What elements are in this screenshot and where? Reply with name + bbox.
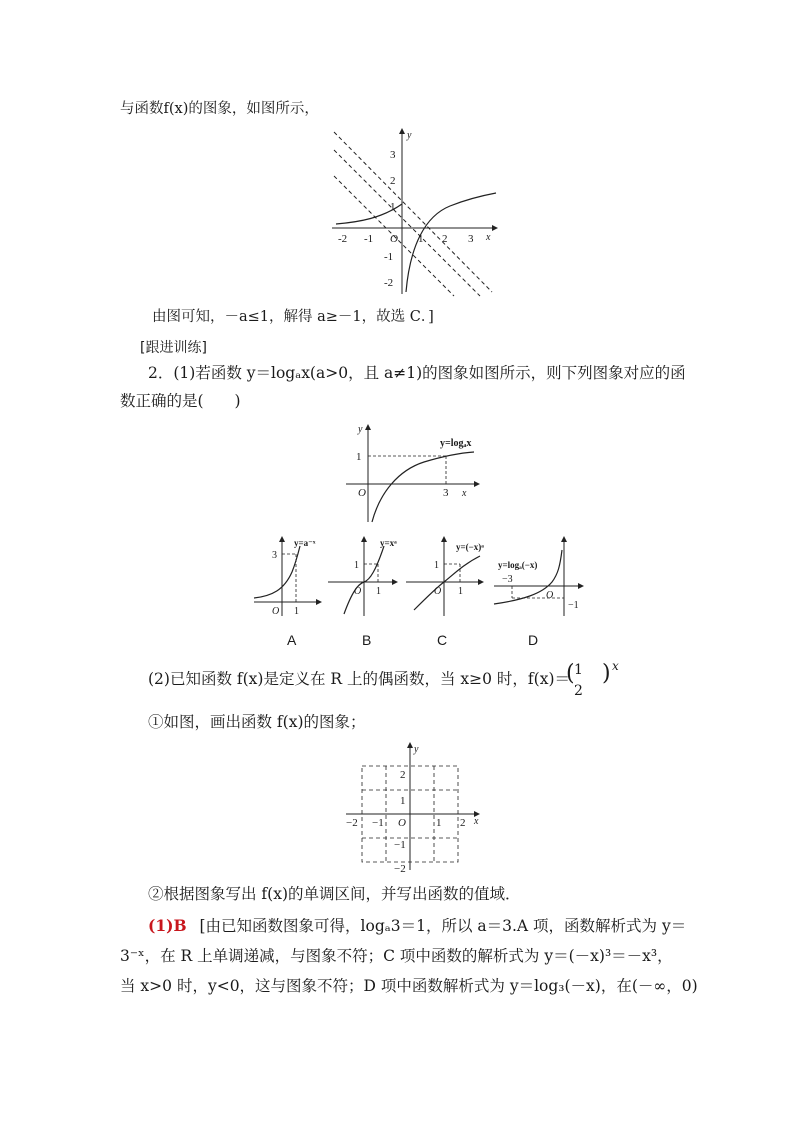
y-tick-neg2: −2: [394, 863, 406, 874]
option-a-tick-x: 1: [294, 606, 299, 617]
x-tick-1: 1: [418, 233, 424, 245]
x-tick-3: 3: [443, 487, 449, 499]
x-tick-2: 2: [460, 817, 466, 829]
option-b-tick-x: 1: [376, 586, 381, 597]
y-axis-label: y: [414, 744, 419, 755]
origin-label: O: [398, 817, 406, 829]
figure-3-grid: [338, 742, 484, 874]
answer-line3: 当 x>0 时，y<0，这与图象不符；D 项中函数解析式为 y＝log₃(－x)，在(－∞，0): [120, 977, 698, 995]
y-tick-2: 2: [400, 769, 406, 781]
y-tick-1: 1: [356, 451, 362, 463]
y-tick-neg1: −1: [394, 839, 406, 851]
option-c-origin: O: [434, 586, 442, 597]
option-a-tick-y: 3: [272, 550, 277, 561]
answer-line1: [由已知函数图象可得，logₐ3＝1，所以 a＝3.A 项，函数解析式为 y＝: [199, 917, 687, 935]
y-axis-label: y: [358, 424, 363, 435]
y-tick-3: 3: [390, 149, 396, 161]
answer-line2: 3⁻ˣ，在 R 上单调递减，与图象不符；C 项中函数的解析式为 y＝(－x)³＝－x³，: [120, 947, 673, 965]
x-axis-label: x: [486, 232, 491, 243]
y-axis-label: y: [407, 130, 412, 141]
option-c-graph: [404, 536, 490, 618]
option-c-letter: C: [437, 632, 448, 648]
x-tick-neg1: -1: [364, 233, 374, 245]
option-b-tick-y: 1: [354, 560, 359, 571]
option-d-graph: [492, 536, 588, 618]
option-a-letter: A: [287, 632, 297, 648]
option-c-tick-y: 1: [434, 560, 439, 571]
q2-item1: ①如图，画出函数 f(x)的图象；: [148, 713, 366, 731]
q2-part1-line2: 数正确的是( ): [120, 392, 241, 410]
q2-part1-line1: 2．(1)若函数 y＝logₐx(a>0，且 a≠1)的图象如图所示，则下列图象对应的函: [148, 364, 686, 382]
fig1-conclusion: 由图可知，－a≤1，解得 a≥－1，故选 C．]: [152, 309, 434, 325]
answer-tag: (1)B: [148, 916, 187, 935]
option-b-curve-label: y=xᵃ: [380, 538, 397, 548]
fraction-numerator: 1: [574, 662, 583, 678]
x-tick-2: 2: [442, 233, 448, 245]
x-axis-label: x: [462, 488, 467, 499]
dashed-line-1: [334, 132, 492, 292]
option-a-curve-label: y=a⁻ˣ: [294, 538, 316, 548]
x-tick-neg2: −2: [346, 817, 358, 829]
y-tick-1: 1: [400, 795, 406, 807]
right-paren: ): [602, 661, 611, 686]
option-d-tick-y: −1: [568, 600, 579, 611]
q2-item2: ②根据图象写出 f(x)的单调区间，并写出函数的值域．: [148, 885, 521, 903]
q2-part2: (2)已知函数 f(x)是定义在 R 上的偶函数，当 x≥0 时，f(x)＝: [148, 670, 570, 688]
option-c-curve-label: y=(−x)ᵃ: [456, 542, 484, 552]
option-b-origin: O: [354, 586, 362, 597]
answer-line1-row: [148, 915, 686, 937]
option-c-tick-x: 1: [458, 586, 463, 597]
option-b-letter: B: [362, 632, 372, 648]
option-d-tick-x: −3: [502, 574, 513, 585]
dashed-line-2: [334, 150, 480, 296]
x-axis-label: x: [474, 816, 479, 827]
y-tick-2: 2: [390, 175, 396, 187]
left-paren: (: [566, 661, 575, 686]
x-tick-3: 3: [468, 233, 474, 245]
section-tag: [跟进训练]: [140, 340, 207, 356]
figure-2-log-graph: [344, 422, 484, 526]
x-tick-1: 1: [436, 817, 442, 829]
log-curve: [372, 452, 474, 522]
intro-text: 与函数f(x)的图象，如图所示，: [120, 101, 319, 117]
y-tick-neg1: -1: [384, 251, 394, 263]
option-a-origin: O: [272, 606, 280, 617]
option-b-graph: [326, 536, 406, 618]
y-tick-1: 1: [390, 201, 396, 213]
y-tick-neg2: -2: [384, 277, 394, 289]
curve-label: y=logₐx: [440, 438, 472, 449]
x-tick-neg2: -2: [338, 233, 348, 245]
option-d-origin: O: [546, 590, 554, 601]
option-d-letter: D: [528, 632, 539, 648]
option-a-graph: [252, 536, 324, 618]
exponent: x: [612, 659, 619, 673]
figure-1-graph: [330, 126, 500, 298]
fraction-denominator: 2: [574, 683, 583, 699]
option-d-curve-label: y=logₐ(−x): [498, 560, 538, 570]
origin-label: O: [358, 487, 366, 499]
x-tick-neg1: −1: [372, 817, 384, 829]
origin-label: O: [390, 233, 398, 245]
